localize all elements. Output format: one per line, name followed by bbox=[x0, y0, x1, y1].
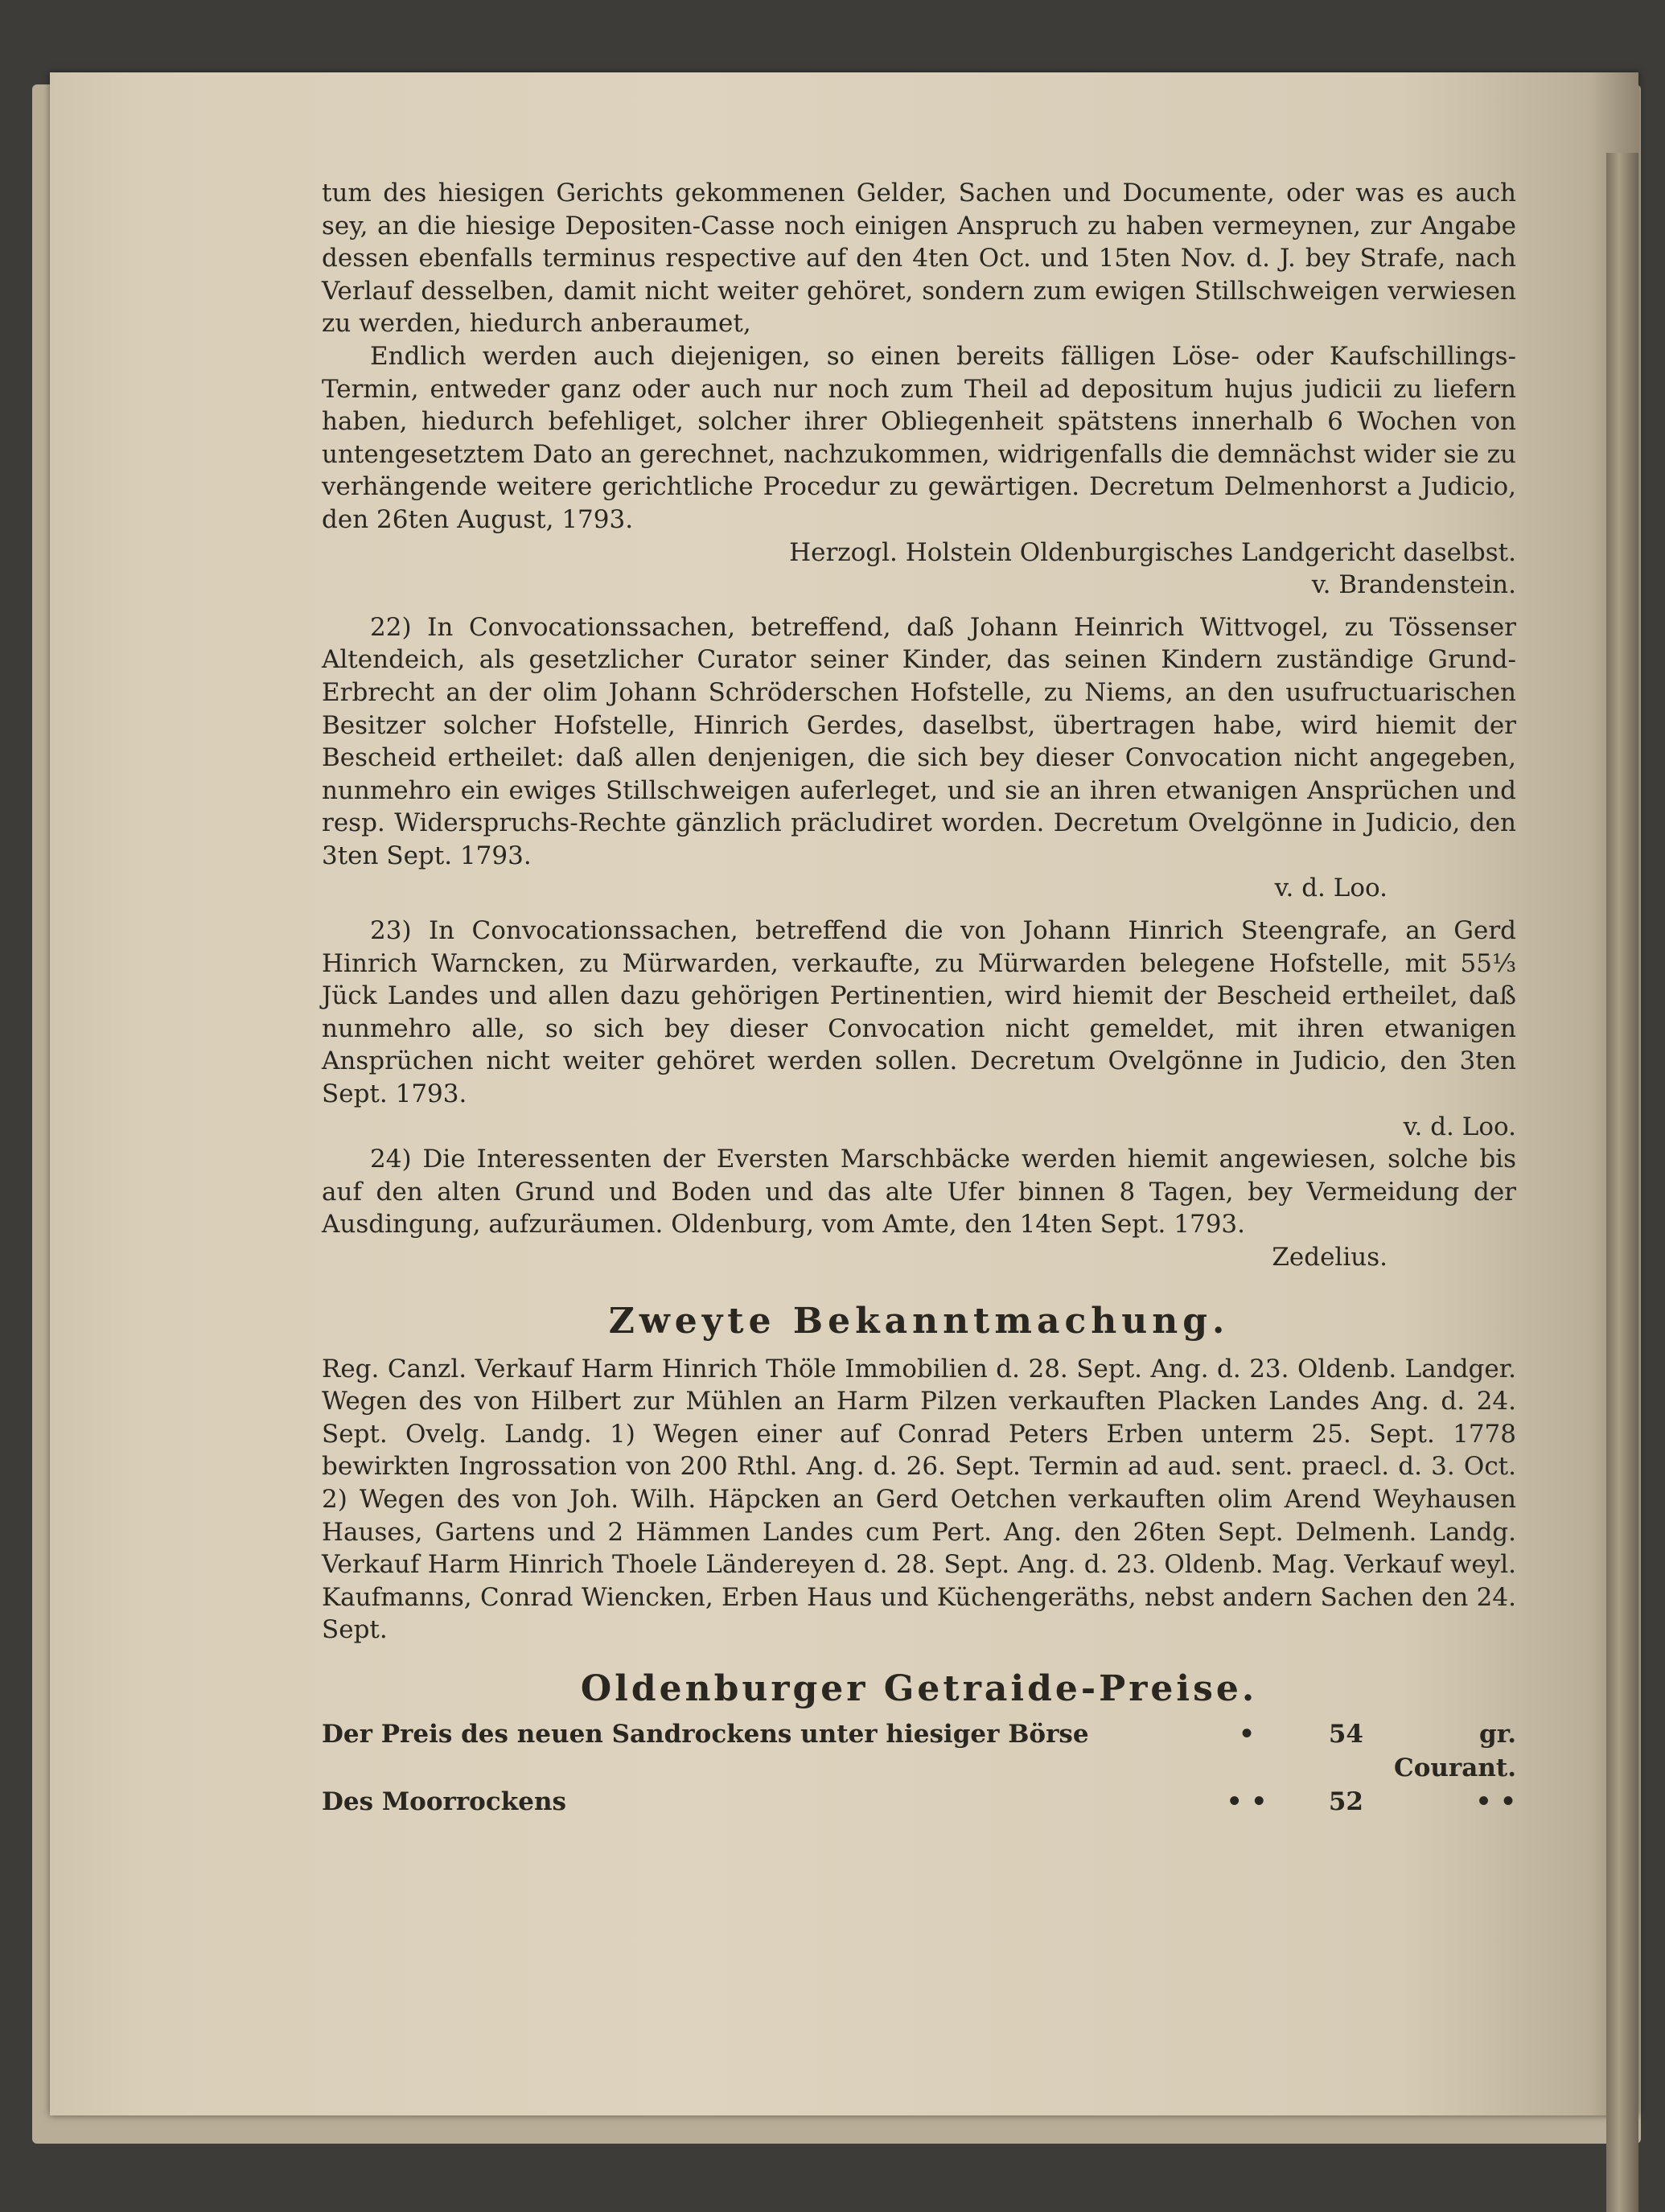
notice-paragraph-2: Endlich werden auch diejenigen, so einen bereits fälligen Löse- oder Kaufschillings-Termin, entweder ganz oder auch nur noch zum Theil ad depositum hujus judicii zu liefern haben, hiedurch befehliget, solcher ihrer Obliegenheit spätstens innerhalb 6 Wochen von untengesetztem Dato an gerechnet, nachzukommen, widrigenfalls die demnächst wider sie zu verhängende weitere gerichtliche Procedur zu gewärtigen. Decretum Delmenhorst a Judicio, den 26ten August, 1793. bbox=[322, 341, 1516, 534]
page-text bbox=[322, 177, 1516, 1819]
page-edge-shadow bbox=[1606, 153, 1638, 2212]
section-body-zweyte: Reg. Canzl. Verkauf Harm Hinrich Thöle Immobilien d. 28. Sept. Ang. d. 23. Oldenb. Landger. Wegen des von Hilbert zur Mühlen an Harm Pilzen verkauften Placken Landes Ang. d. 24. Sept. Ovelg. Landg. 1) Wegen einer auf Conrad Peters Erben unterm 25. Sept. 1778 bewirkten Ingrossation von 200 Rthl. Ang. d. 26. Sept. Termin ad aud. sent. praecl. d. 3. Oct. 2) Wegen des von Joh. Wilh. Häpcken an Gerd Oetchen verkauften olim Arend Weyhausen Hauses, Gartens und 2 Hämmen Landes cum Pert. Ang. den 26ten Sept. Delmenh. Landg. Verkauf Harm Hinrich Thoele Ländereyen d. 28. Sept. Ang. d. 23. Oldenb. Mag. Verkauf weyl. Kaufmanns, Conrad Wiencken, Erben Haus und Küchengeräths, nebst andern Sachen den 24. Sept. bbox=[322, 1354, 1516, 1645]
section-heading-prices: Oldenburger Getraide-Preise. bbox=[580, 1667, 1258, 1709]
signature-court: Herzogl. Holstein Oldenburgisches Landgericht daselbst. bbox=[789, 537, 1516, 567]
price-label: Der Preis des neuen Sandrockens unter hiesiger Börse bbox=[322, 1719, 1089, 1749]
signature-loo-1: v. d. Loo. bbox=[1274, 874, 1388, 903]
signature-brandenstein: v. Brandenstein. bbox=[1311, 570, 1516, 600]
notice-22: 22) In Convocationssachen, betreffend, daß Johann Heinrich Wittvogel, zu Tössenser Altendeich, als gesetzlicher Curator seiner Kinder, das seinen Kindern zuständige Grund-Erbrecht an der olim Johann Schröderschen Hofstelle, zu Niems, an den usufructuarischen Besitzer solcher Hofstelle, Hinrich Gerdes, daselbst, übertragen habe, wird hiemit der Bescheid ertheilet: daß allen denjenigen, die sich bey dieser Convocation nicht angegeben, nunmehro ein ewiges Stillschweigen auferleget, und sie an ihren etwanigen Ansprüchen und resp. Widerspruchs-Rechte gänzlich präcludiret worden. Decretum Ovelgönne in Judicio, den 3ten Sept. 1793. bbox=[322, 612, 1516, 870]
section-heading-zweyte: Zweyte Bekanntmachung. bbox=[608, 1300, 1230, 1342]
notice-paragraph-1: tum des hiesigen Gerichts gekommenen Gelder, Sachen und Documente, oder was es auch sey, an die hiesige Depositen-Casse noch einigen Anspruch zu haben vermeynen, zur Angabe dessen ebenfalls terminus respective auf den 4ten Oct. und 15ten Nov. d. J. bey Strafe, nach Verlauf desselben, damit nicht weiter gehöret, sondern zum ewigen Stillschweigen verwiesen zu werden, hiedurch anberaumet, bbox=[322, 179, 1516, 339]
notice-23: 23) In Convocationssachen, betreffend die von Johann Hinrich Steengrafe, an Gerd Hinrich Warncken, zu Mürwarden, verkaufte, zu Mürwarden belegene Hofstelle, mit 55⅓ Jück Landes und allen dazu gehörigen Pertinentien, wird hiemit der Bescheid ertheilet, daß nunmehro alle, so sich bey dieser Convocation nicht gemeldet, mit ihren etwanigen Ansprüchen nicht weiter gehöret werden sollen. Decretum Ovelgönne in Judicio, den 3ten Sept. 1793. bbox=[322, 916, 1516, 1109]
price-label: Des Moorrockens bbox=[322, 1786, 566, 1816]
signature-loo-2: v. d. Loo. bbox=[1403, 1112, 1516, 1141]
signature-zedelius: Zedelius. bbox=[1272, 1243, 1388, 1272]
price-row bbox=[322, 1785, 1516, 1819]
price-unit: gr. Courant. bbox=[1394, 1719, 1516, 1782]
notice-24: 24) Die Interessenten der Eversten Marschbäcke werden hiemit angewiesen, solche bis auf den alten Grund und Boden und das alte Ufer binnen 8 Tagen, bey Vermeidung der Ausdingung, aufzuräumen. Oldenburg, vom Amte, den 14ten Sept. 1793. bbox=[322, 1145, 1516, 1240]
price-dots: • bbox=[1239, 1719, 1255, 1749]
price-unit: • • bbox=[1475, 1786, 1516, 1816]
price-value: 52 bbox=[1328, 1786, 1363, 1816]
price-row bbox=[322, 1717, 1516, 1785]
price-dots: • • bbox=[1226, 1786, 1268, 1816]
price-value: 54 bbox=[1328, 1719, 1363, 1749]
